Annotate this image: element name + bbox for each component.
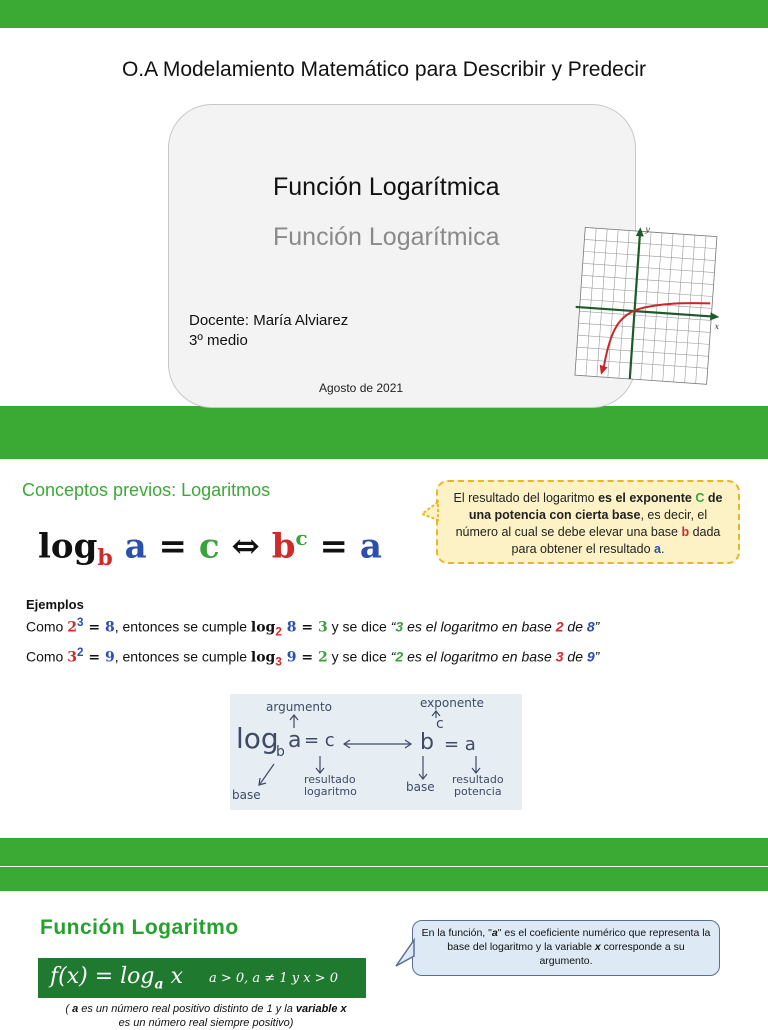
bubble3-p1: En la función, " — [421, 927, 492, 939]
ex1-mid: , entonces se cumple — [114, 618, 251, 635]
hand-c2: c — [436, 716, 444, 732]
examples-heading: Ejemplos — [26, 597, 84, 612]
ex2-log: log — [250, 649, 276, 666]
callout-tail — [420, 500, 440, 524]
ex1-lbase: 2 — [275, 625, 282, 639]
ex1-qbase: 2 — [555, 618, 564, 635]
hand-base-1: base — [232, 788, 261, 802]
slide2-title-accent: Logaritmos — [181, 480, 271, 500]
ex1-q2: es el logaritmo en base — [403, 618, 556, 635]
formula-iff: ⇔ — [219, 526, 272, 567]
function-callout — [412, 920, 720, 976]
slide2-title-plain: Conceptos previos: — [22, 480, 182, 500]
ex1-como: Como — [26, 618, 68, 635]
ex2-qarg: 9 — [586, 648, 595, 665]
example-1 — [26, 616, 599, 638]
callout-a: a — [654, 542, 661, 556]
formula-note — [40, 1002, 372, 1030]
handwritten-log-diagram — [230, 694, 522, 810]
ex1-eq: = — [83, 619, 105, 636]
callout-bold-exponent: es el exponente — [598, 491, 692, 505]
hand-res2a: resultado — [452, 773, 504, 786]
formula-fx: f(x) = log — [50, 963, 155, 989]
ex1-log: log — [250, 619, 276, 636]
ex1-arg: 8 — [281, 619, 297, 636]
graph-x-label: x — [714, 321, 720, 332]
ex2-exp: 2 — [76, 646, 84, 659]
ex2-val: 2 — [317, 649, 328, 666]
formula-power-exponent: c — [295, 526, 308, 550]
ex2-base: 3 — [67, 649, 77, 666]
ex2-qbase: 3 — [555, 648, 564, 665]
bubble3-x: x — [594, 941, 601, 953]
ex1-q4: ” — [594, 618, 600, 635]
function-callout-tail — [394, 936, 416, 972]
ex1-eq2: = — [296, 619, 318, 636]
ex1-q1: “ — [390, 618, 396, 635]
note-var: variable x — [295, 1003, 347, 1015]
callout-text-3: dada para obtener el resultado — [511, 525, 721, 556]
formula-x: x — [163, 963, 183, 989]
note-p3: es un número real siempre positivo) — [118, 1017, 294, 1029]
formula-power-base: b — [271, 526, 296, 567]
teacher-name: Docente: María Alviarez — [189, 312, 349, 329]
bubble3-p3: corresponde a su argumento. — [539, 941, 685, 967]
ex2-res: 9 — [104, 649, 115, 666]
hand-eq-c: = c — [304, 730, 335, 751]
ex1-qval: 3 — [395, 618, 404, 635]
callout-period: . — [660, 542, 665, 556]
ex2-eq2: = — [296, 649, 318, 666]
note-p1: ( — [65, 1003, 73, 1015]
note-p2: es un número real positivo distinto de 1 y la — [78, 1003, 296, 1015]
ex2-como: Como — [26, 648, 68, 665]
hand-eq-a: = a — [444, 734, 476, 755]
ex2-say: y se dice — [327, 648, 391, 665]
formula-base: b — [97, 545, 113, 572]
log-function-formula-box — [38, 958, 366, 998]
ex2-mid: , entonces se cumple — [114, 648, 251, 665]
title-card — [168, 104, 636, 408]
formula-sub-a: a — [154, 976, 164, 993]
hand-arrows — [230, 694, 522, 810]
hand-log: log — [236, 722, 279, 755]
callout-b: b — [681, 525, 690, 539]
presentation-subtitle: Función Logarítmica — [273, 223, 500, 251]
ex1-qarg: 8 — [586, 618, 595, 635]
ex2-arg: 9 — [281, 649, 297, 666]
slide-divider-1a — [0, 406, 768, 433]
formula-equals: = — [146, 526, 199, 567]
hand-res1b: logaritmo — [304, 785, 357, 798]
ex2-eq: = — [83, 649, 105, 666]
presentation-date: Agosto de 2021 — [319, 381, 404, 395]
teacher-info — [189, 311, 348, 351]
formula-power-result: a — [359, 526, 382, 567]
callout-text-1: El resultado del logaritmo — [453, 491, 599, 505]
graph-y-label: y — [644, 224, 651, 234]
hand-res1a: resultado — [304, 773, 356, 786]
bubble3-a: a — [491, 927, 498, 939]
slide-divider-top — [0, 0, 768, 28]
ex2-q2: es el logaritmo en base — [403, 648, 556, 665]
ex2-q3: de — [563, 648, 587, 665]
bubble3-p2: " es el coeficiente numérico que representa la base del logaritmo y la variable — [447, 927, 711, 953]
example-2 — [26, 646, 599, 668]
definition-callout — [436, 480, 740, 564]
hand-b: b — [276, 744, 285, 760]
slide2-title — [22, 480, 270, 501]
formula-result: c — [198, 526, 220, 567]
hand-a: a — [288, 728, 302, 753]
hand-b2: b — [420, 730, 434, 755]
ex1-res: 8 — [104, 619, 115, 636]
note-a: a — [72, 1003, 79, 1015]
slide-divider-2a — [0, 838, 768, 866]
hand-base-2: base — [406, 780, 435, 794]
hand-exponente: exponente — [420, 696, 484, 710]
formula-conditions: a > 0, a ≠ 1 y x > 0 — [208, 970, 338, 986]
grade-level: 3º medio — [189, 332, 248, 349]
callout-c: C — [695, 491, 705, 505]
formula-log: log — [38, 526, 98, 567]
ex1-val: 3 — [317, 619, 328, 636]
log-function-formula — [50, 964, 183, 992]
callout-text-2: , es decir, el número al cual se debe elevar una base — [455, 508, 708, 539]
formula-equals-2: = — [307, 526, 360, 567]
slide-divider-1b — [0, 433, 768, 459]
ex2-lbase: 3 — [275, 655, 282, 669]
hand-res2b: potencia — [453, 785, 502, 798]
log-definition-formula — [38, 526, 382, 571]
callout-bold-power: de una potencia con cierta base — [468, 491, 723, 522]
ex1-base: 2 — [67, 619, 77, 636]
ex1-q3: de — [563, 618, 587, 635]
ex1-exp: 3 — [76, 616, 84, 629]
ex2-q1: “ — [390, 648, 396, 665]
slide-divider-2b — [0, 867, 768, 891]
logarithm-graph-illustration — [568, 222, 728, 388]
hand-argumento: argumento — [266, 700, 333, 714]
ex2-qval: 2 — [395, 648, 404, 665]
presentation-title: Función Logarítmica — [273, 173, 500, 201]
formula-argument: a — [124, 526, 147, 567]
slide3-title: Función Logaritmo — [40, 916, 239, 939]
ex2-q4: ” — [594, 648, 600, 665]
ex1-say: y se dice — [327, 618, 391, 635]
course-objective-heading: O.A Modelamiento Matemático para Describir y Predecir — [121, 58, 647, 81]
